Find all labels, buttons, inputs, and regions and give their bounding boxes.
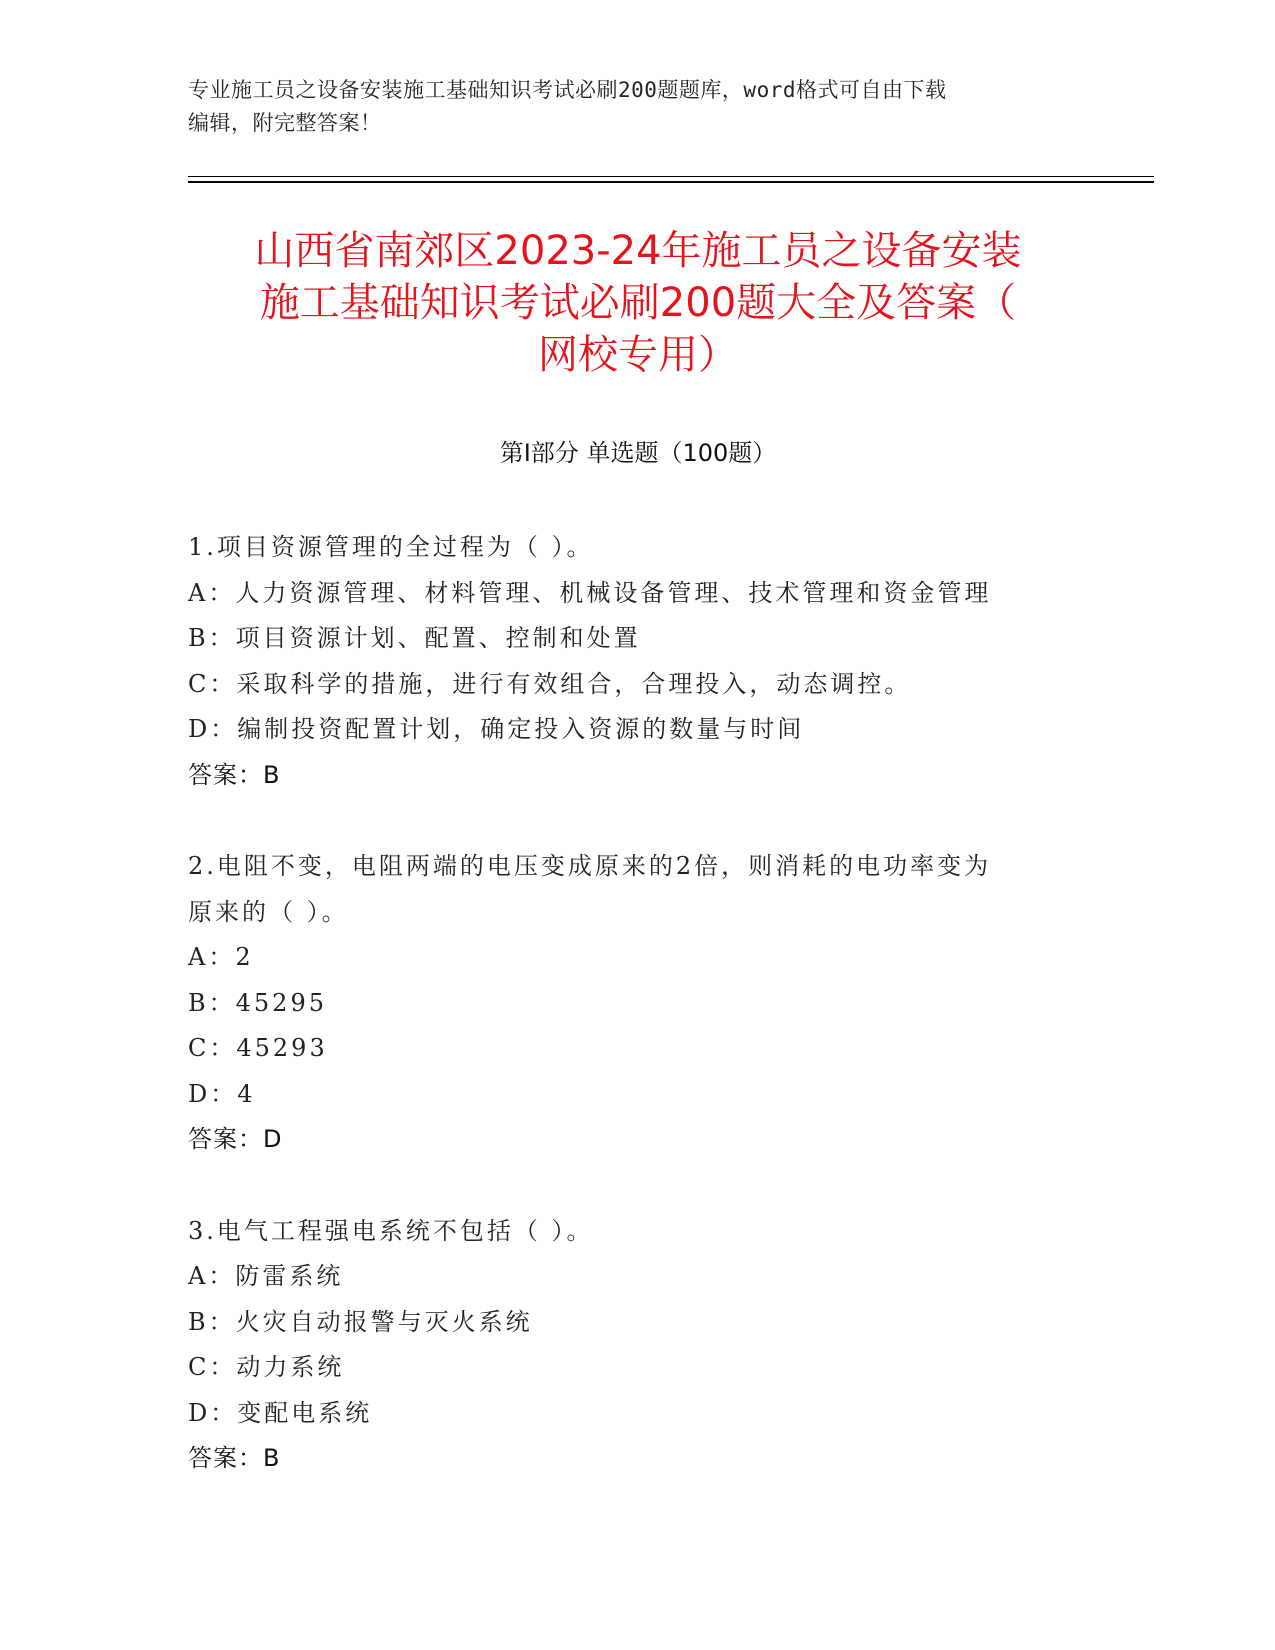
answer: 答案：D — [188, 1125, 283, 1153]
question-2 — [188, 844, 1088, 1163]
question-spacer — [188, 1163, 1088, 1209]
option-c: C：动力系统 — [188, 1353, 345, 1381]
option-a: A：2 — [188, 943, 254, 971]
section-heading: 第Ⅰ部分 单选题（100题） — [499, 439, 777, 467]
title-line-1: 山西省南郊区2023-24年施工员之设备安装 — [254, 228, 1022, 274]
option-c: C：采取科学的措施，进行有效组合，合理投入，动态调控。 — [188, 669, 912, 698]
question-1 — [188, 525, 1088, 798]
option-b: B：火灾自动报警与灭火系统 — [188, 1307, 533, 1336]
option-a: A：防雷系统 — [188, 1262, 344, 1290]
question-3 — [188, 1209, 1088, 1482]
option-d: D：编制投资配置计划，确定投入资源的数量与时间 — [188, 715, 805, 743]
header-note-line-1: 专业施工员之设备安装施工基础知识考试必刷200题题库，word格式可自由下载 — [188, 78, 947, 102]
header-divider-thick — [188, 181, 1154, 183]
question-spacer — [188, 798, 1088, 844]
question-list — [188, 525, 1088, 1482]
answer: 答案：B — [188, 760, 281, 789]
option-a: A：人力资源管理、材料管理、机械设备管理、技术管理和资金管理 — [188, 578, 992, 607]
option-b: B：项目资源计划、配置、控制和处置 — [188, 624, 641, 652]
title-line-3: 网校专用） — [538, 332, 738, 378]
question-stem: 3.电气工程强电系统不包括（ ）。 — [188, 1216, 594, 1245]
document-title — [188, 225, 1088, 381]
header-note — [188, 74, 1068, 140]
option-d: D：变配电系统 — [188, 1398, 373, 1427]
question-stem: 2.电阻不变，电阻两端的电压变成原来的2倍，则消耗的电功率变为 — [188, 852, 992, 880]
question-stem-continued: 原来的（ ）。 — [188, 897, 349, 926]
header-note-line-2: 编辑，附完整答案！ — [188, 111, 382, 135]
title-line-2: 施工基础知识考试必刷200题大全及答案（ — [259, 280, 1017, 326]
answer: 答案：B — [188, 1444, 281, 1472]
option-b: B：45295 — [188, 988, 327, 1017]
option-d: D：4 — [188, 1079, 256, 1108]
option-c: C：45293 — [188, 1034, 328, 1062]
header-divider-thin — [188, 176, 1154, 177]
question-stem: 1.项目资源管理的全过程为（ ）。 — [188, 533, 594, 561]
